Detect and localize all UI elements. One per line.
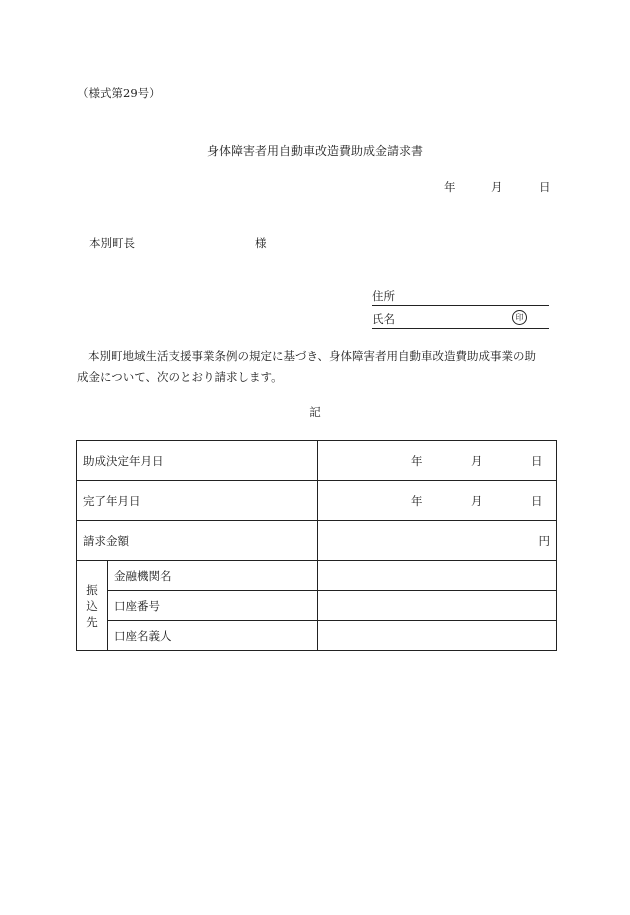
amount-label: 請求金額 — [77, 521, 318, 561]
statement-line-2: 成金について、次のとおり請求します。 — [77, 370, 283, 384]
address-field[interactable] — [372, 288, 549, 306]
table-row — [77, 591, 557, 621]
year-label: 年 — [411, 493, 423, 508]
amount-field[interactable] — [318, 521, 557, 561]
account-number-label: 口座番号 — [108, 591, 318, 621]
honorific: 様 — [255, 236, 267, 250]
date-day-label: 日 — [539, 180, 551, 194]
statement-line-1: 本別町地域生活支援事業条例の規定に基づき、身体障害者用自動車改造費助成事業の助 — [88, 349, 537, 363]
completion-date-label: 完了年月日 — [77, 481, 318, 521]
address-label: 住所 — [372, 289, 395, 303]
date-month-label: 月 — [491, 180, 503, 194]
request-statement — [77, 346, 557, 388]
account-number-field[interactable] — [318, 591, 557, 621]
day-label: 日 — [531, 453, 543, 468]
table-row — [77, 621, 557, 651]
month-label: 月 — [471, 493, 483, 508]
form-number: （様式第29号） — [77, 86, 161, 100]
seal-mark-icon: 印 — [512, 310, 527, 325]
year-label: 年 — [411, 453, 423, 468]
transfer-destination-label — [77, 561, 108, 651]
table-row — [77, 441, 557, 481]
table-row — [77, 521, 557, 561]
transfer-char: 先 — [86, 614, 98, 629]
bank-name-label: 金融機関名 — [108, 561, 318, 591]
table-row — [77, 481, 557, 521]
table-row — [77, 561, 557, 591]
request-details-table — [76, 440, 557, 651]
decision-date-field[interactable] — [318, 441, 557, 481]
completion-date-field[interactable] — [318, 481, 557, 521]
account-holder-label: 口座名義人 — [108, 621, 318, 651]
name-label: 氏名 — [372, 312, 395, 326]
transfer-char: 振 — [86, 582, 98, 597]
bank-name-field[interactable] — [318, 561, 557, 591]
ki-heading: 記 — [309, 405, 321, 419]
month-label: 月 — [471, 453, 483, 468]
document-title: 身体障害者用自動車改造費助成金請求書 — [206, 144, 423, 158]
addressee: 本別町長 — [89, 236, 135, 250]
transfer-char: 込 — [86, 598, 98, 613]
date-year-label: 年 — [444, 180, 456, 194]
account-holder-field[interactable] — [318, 621, 557, 651]
decision-date-label: 助成決定年月日 — [77, 441, 318, 481]
yen-unit: 円 — [538, 533, 550, 548]
day-label: 日 — [531, 493, 543, 508]
